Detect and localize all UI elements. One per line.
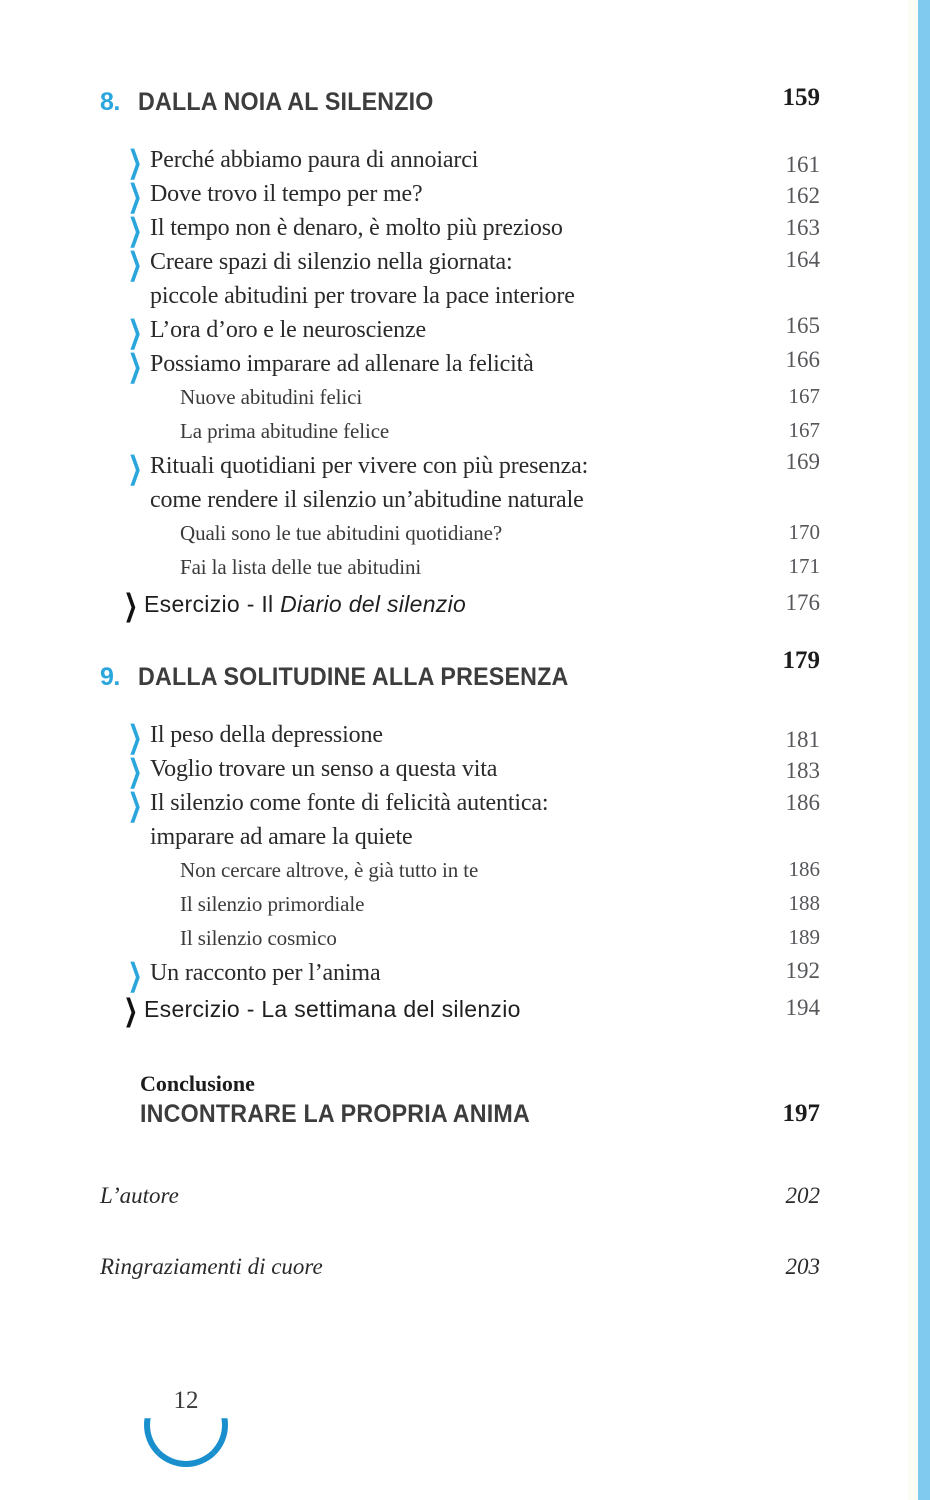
- toc-entry-label: La prima abitudine felice: [180, 419, 390, 443]
- toc-entry-page: 176: [785, 590, 820, 615]
- toc-entry-page: 170: [788, 520, 820, 544]
- toc-entry-page: 167: [788, 384, 820, 408]
- toc-entry-label: L’ora d’oro e le neuroscienze: [150, 317, 426, 343]
- toc-entry-page: 162: [785, 183, 820, 208]
- chevron-right-icon: ❭: [122, 589, 140, 622]
- toc-entry[interactable]: [100, 551, 820, 585]
- toc-entry[interactable]: [100, 143, 820, 177]
- chevron-right-icon: ❭: [126, 213, 144, 247]
- toc-entry-level1: [100, 211, 820, 245]
- chevron-right-icon: ❭: [126, 349, 144, 383]
- chapter-number: 8.: [100, 88, 120, 116]
- back-matter-label: Ringraziamenti di cuore: [100, 1254, 323, 1279]
- conclusion-block[interactable]: [100, 1070, 820, 1130]
- conclusion-page-number: 197: [782, 1100, 820, 1127]
- toc-entry-label: Esercizio - Il: [144, 591, 281, 617]
- toc-entry[interactable]: [100, 517, 820, 551]
- toc-entry-label: Nuove abitudini felici: [180, 385, 363, 409]
- conclusion-title: INCONTRARE LA PROPRIA ANIMA: [140, 1100, 530, 1128]
- toc-entry-label: Fai la lista delle tue abitudini: [180, 555, 422, 579]
- chapter-heading-8[interactable]: [100, 84, 820, 117]
- toc-entry-level1: [100, 718, 820, 752]
- back-matter-acknowledgements[interactable]: [100, 1251, 820, 1283]
- toc-entry[interactable]: [100, 449, 820, 483]
- toc-entry-label: imparare ad amare la quiete: [150, 824, 413, 850]
- toc-entry[interactable]: [100, 888, 820, 922]
- chevron-right-icon: ❭: [126, 958, 144, 992]
- chevron-right-icon: ❭: [126, 145, 144, 179]
- chapter-number: 9.: [100, 663, 120, 691]
- toc-entry-esercizio[interactable]: [100, 587, 820, 621]
- folio-page-number: 12: [173, 1387, 199, 1414]
- toc-entry-continuation: [100, 820, 820, 854]
- toc-entry[interactable]: [100, 381, 820, 415]
- toc-entry-label: Perché abbiamo paura di annoiarci: [150, 147, 479, 173]
- toc-entry-page: 167: [788, 418, 820, 442]
- page-edge-blue-stripe: [918, 0, 930, 1500]
- toc-entry-label: Creare spazi di silenzio nella giornata:: [150, 249, 513, 275]
- toc-entry-label: Esercizio - La settimana del silenzio: [144, 996, 521, 1022]
- chapter-9-entries: [100, 718, 820, 1026]
- toc-entry-page: 186: [788, 857, 820, 881]
- toc-entry[interactable]: [100, 211, 820, 245]
- chevron-right-icon: ❭: [126, 315, 144, 349]
- conclusion-kicker: Conclusione: [140, 1071, 255, 1096]
- toc-entry-continuation: [100, 279, 820, 313]
- toc-entry-page: 186: [785, 790, 820, 815]
- chapter-title: DALLA SOLITUDINE ALLA PRESENZA: [138, 663, 569, 691]
- toc-entry[interactable]: [100, 854, 820, 888]
- toc-entry-label: Possiamo imparare ad allenare la felicità: [150, 351, 534, 377]
- toc-entry-level1: [100, 347, 820, 381]
- toc-entry-level1: [100, 245, 820, 279]
- toc-entry-label: come rendere il silenzio un’abitudine naturale: [150, 487, 584, 513]
- toc-entry-level1: [100, 143, 820, 177]
- toc-entry-level1: [100, 313, 820, 347]
- chapter-heading-9[interactable]: [100, 647, 820, 692]
- toc-entry-level1: [100, 752, 820, 786]
- toc-entry-level1: [100, 786, 820, 820]
- chevron-right-icon: ❭: [126, 179, 144, 213]
- chevron-right-icon: ❭: [126, 720, 144, 754]
- chapter-page-number: 159: [782, 84, 820, 111]
- toc-entry-label: Quali sono le tue abitudini quotidiane?: [180, 521, 503, 545]
- toc-entry[interactable]: [100, 956, 820, 990]
- toc-entry-page: 192: [785, 958, 820, 983]
- toc-entry-label: Un racconto per l’anima: [150, 960, 381, 986]
- toc-entry[interactable]: [100, 177, 820, 211]
- toc-entry-page: 171: [788, 554, 820, 578]
- toc-entry-page: 188: [788, 891, 820, 915]
- toc-entry-label: Il silenzio cosmico: [180, 926, 337, 950]
- toc-entry[interactable]: [100, 313, 820, 347]
- toc-entry-label: Il silenzio primordiale: [180, 892, 365, 916]
- toc-entry-page: 194: [785, 995, 820, 1020]
- back-matter-author[interactable]: [100, 1180, 820, 1212]
- toc-entry[interactable]: [100, 415, 820, 449]
- toc-entry-page: 165: [785, 313, 820, 338]
- toc-entry-page: 181: [785, 727, 820, 752]
- toc-entry-label: Rituali quotidiani per vivere con più presenza:: [150, 453, 589, 479]
- toc-entry-label: Non cercare altrove, è già tutto in te: [180, 858, 479, 882]
- back-matter-label: L’autore: [100, 1183, 179, 1208]
- toc-entry-page: 161: [785, 152, 820, 177]
- back-matter-page: 202: [785, 1183, 820, 1208]
- toc-entry-page: 164: [785, 247, 820, 272]
- toc-entry-label-italic: Diario del silenzio: [280, 591, 467, 617]
- toc-entry-label: Voglio trovare un senso a questa vita: [150, 756, 498, 782]
- toc-entry-esercizio[interactable]: [100, 992, 820, 1026]
- toc-entry[interactable]: [100, 347, 820, 381]
- chapter-page-number: 179: [782, 647, 820, 674]
- toc-entry-level1: [100, 449, 820, 483]
- chevron-right-icon: ❭: [122, 994, 140, 1027]
- toc-entry-page: 183: [785, 758, 820, 783]
- toc-entry[interactable]: [100, 718, 820, 752]
- chapter-title: DALLA NOIA AL SILENZIO: [138, 88, 434, 116]
- chevron-right-icon: ❭: [126, 754, 144, 788]
- chevron-right-icon: ❭: [126, 788, 144, 822]
- toc-entry-page: 169: [785, 449, 820, 474]
- toc-entry-page: 189: [788, 925, 820, 949]
- chevron-right-icon: ❭: [126, 247, 144, 281]
- toc-entry-label: Il tempo non è denaro, è molto più prezioso: [150, 215, 563, 241]
- toc-entry[interactable]: [100, 922, 820, 956]
- chapter-8-entries: [100, 143, 820, 621]
- toc-entry-level1: [100, 956, 820, 990]
- toc-entry[interactable]: [100, 245, 820, 279]
- toc-entry-label: Il peso della depressione: [150, 722, 383, 748]
- page-folio: [144, 1383, 228, 1467]
- toc-entry-label: Dove trovo il tempo per me?: [150, 181, 423, 207]
- toc-entry-page: 166: [785, 347, 820, 372]
- toc-entry-continuation: [100, 483, 820, 517]
- toc-entry-label: piccole abitudini per trovare la pace interiore: [150, 283, 575, 309]
- chevron-right-icon: ❭: [126, 451, 144, 485]
- toc-entry[interactable]: [100, 786, 820, 820]
- page-edge-cream-stripe: [908, 0, 918, 1500]
- toc-content: [100, 0, 820, 1283]
- back-matter-page: 203: [785, 1254, 820, 1279]
- toc-entry[interactable]: [100, 752, 820, 786]
- toc-entry-label: Il silenzio come fonte di felicità autentica:: [150, 790, 549, 816]
- toc-entry-page: 163: [785, 215, 820, 240]
- toc-entry-level1: [100, 177, 820, 211]
